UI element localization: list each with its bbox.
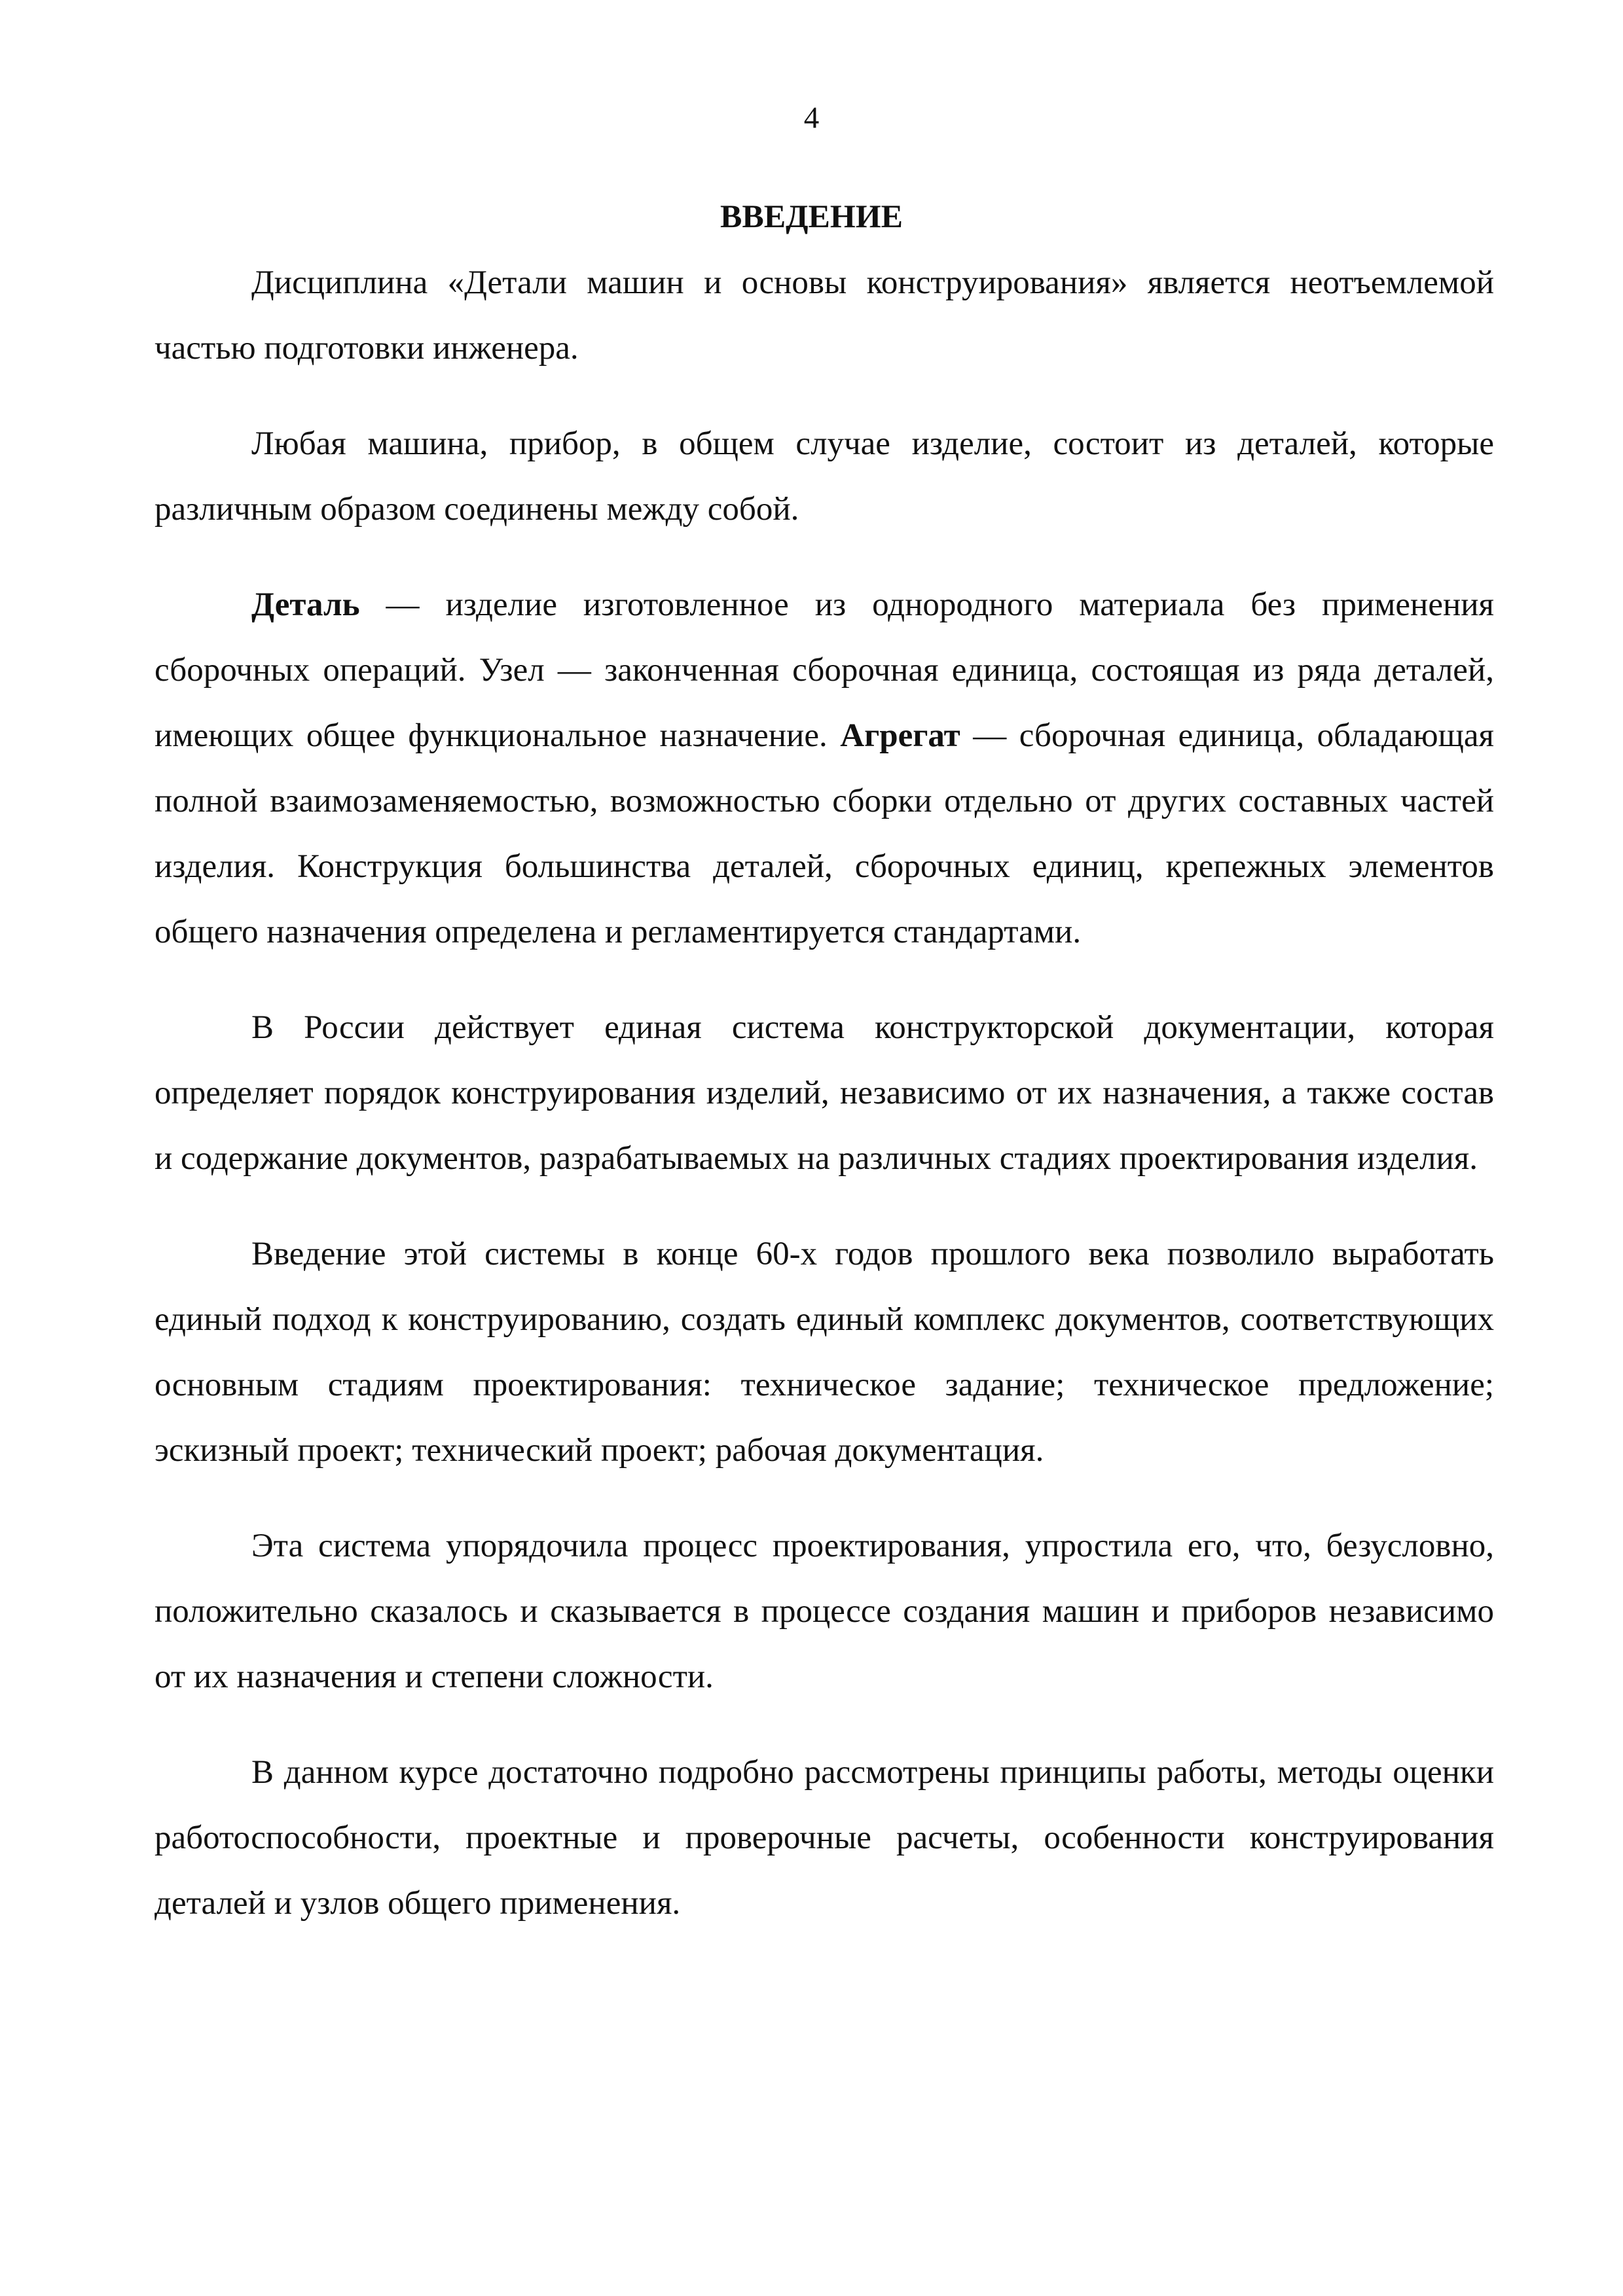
page-number: 4 [803, 101, 820, 135]
section-heading: ВВЕДЕНИЕ [720, 198, 903, 234]
paragraph-introduction-system: Введение этой системы в конце 60-х годов прошлого века позволило выработать единый подход к конструированию, создать единый комплекс документов, соответствующих основным стадиям проектирования: техническое задание; техническое предложение; эскизный проект; технический проект; рабочая документация. [155, 1236, 1494, 1469]
body-text [155, 250, 1494, 1966]
paragraph-definitions [155, 572, 1494, 965]
term-detail: Деталь [251, 586, 360, 623]
paragraph-machine: Любая машина, прибор, в общем случае изделие, состоит из деталей, которые различным образом соединены между собой. [155, 425, 1494, 528]
definition-aggregate: — сборочная единица, обладающая полной взаимозаменяемостью, возможностью сборки отдельно от других составных частей изделия. Конструкция большинства деталей, сборочных единиц, крепежных элементов общего назначения определена и регламентируется стандартами. [155, 717, 1494, 950]
paragraph-discipline: Дисциплина «Детали машин и основы конструирования» является неотъемлемой частью подготовки инженера. [155, 264, 1494, 367]
paragraph-eskd: В России действует единая система конструкторской документации, которая определяет порядок конструирования изделий, независимо от их назначения, а также состав и содержание документов, разрабатываемых на различных стадиях проектирования изделия. [155, 1009, 1494, 1177]
definition-detail: — изделие изготовленное из однородного материала без применения сборочных операций. Узел — законченная сборочная единица, состоящая из ряда деталей, имеющих общее функциональное назначение. [155, 586, 1494, 754]
paragraph-system-effect: Эта система упорядочила процесс проектирования, упростила его, что, безусловно, положительно сказалось и сказывается в процессе создания машин и приборов независимо от их назначения и степени сложности. [155, 1528, 1494, 1695]
term-aggregate: Агрегат [840, 717, 960, 754]
paragraph-course: В данном курсе достаточно подробно рассмотрены принципы работы, методы оценки работоспособности, проектные и проверочные расчеты, особенности конструирования деталей и узлов общего применения. [155, 1754, 1494, 1922]
